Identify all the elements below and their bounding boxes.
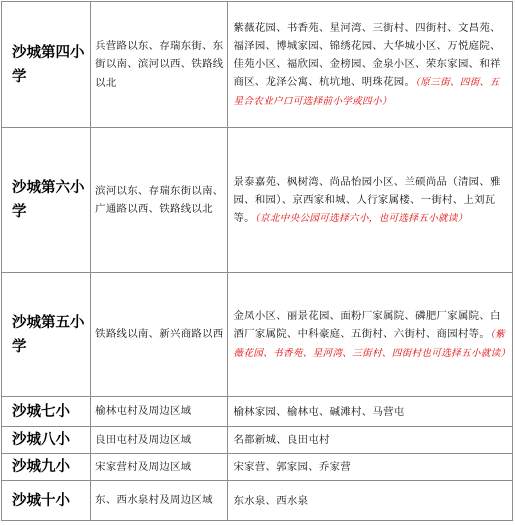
community-list-cell [228, 2, 513, 128]
community-list-cell: 宋家营、郭家园、乔家营 [228, 454, 513, 481]
school-name-cell: 沙城第五小学 [2, 273, 91, 397]
district-area-cell: 兵营路以东、存瑞东街、东街以南、滨河以西、铁路线以北 [91, 2, 228, 128]
district-area-cell: 滨河以东、存瑞东街以南、广通路以西、铁路线以北 [91, 128, 228, 273]
community-list-cell [228, 128, 513, 273]
community-list: 金凤小区、丽景花园、面粉厂家属院、磷肥厂家属院、白酒厂家属院、中科豪庭、五街村、六街村、商园村等。 [233, 309, 501, 340]
community-list-cell [228, 273, 513, 397]
school-name-cell: 沙城九小 [2, 454, 91, 481]
district-area-cell: 榆林屯村及周边区域 [91, 397, 228, 427]
district-note: （紫薇花园、书香苑、星河湾、三街村、四街村也可选择五小就读） [233, 328, 511, 359]
table-row [2, 454, 513, 481]
district-area-cell: 东、西水泉村及周边区域 [91, 481, 228, 521]
table-row [2, 128, 513, 273]
district-area-cell: 宋家营村及周边区域 [91, 454, 228, 481]
table-row [2, 273, 513, 397]
school-name-cell: 沙城第四小学 [2, 2, 91, 128]
table-row [2, 427, 513, 454]
community-list-cell: 榆林家园、榆林屯、碱滩村、马营屯 [228, 397, 513, 427]
district-area-cell: 铁路线以南、新兴商路以西 [91, 273, 228, 397]
table-row [2, 2, 513, 128]
district-area-cell: 良田屯村及周边区域 [91, 427, 228, 454]
school-name-cell: 沙城八小 [2, 427, 91, 454]
community-list-cell: 名都新城、良田屯村 [228, 427, 513, 454]
table-row [2, 397, 513, 427]
school-name-cell: 沙城十小 [2, 481, 91, 521]
school-district-table [1, 1, 513, 521]
community-list: 紫薇花园、书香苑、星河湾、三街村、四街村、文昌苑、福泽园、博城家园、锦绣花园、大华城小区、万悦庭院、佳苑小区、福欣园、金榜园、金泉小区、荣东家园、和祥商区、龙泽公寓、杭坑地、明珠花园。 [233, 21, 501, 88]
community-list: 景泰嘉苑、枫树湾、尚品怡园小区、兰硕尚品（清园、雅园、和园）、京西家和城、人行家属楼、一街村、上刘瓦等。 [233, 175, 501, 224]
table-row [2, 481, 513, 521]
school-name-cell: 沙城第六小学 [2, 128, 91, 273]
school-name-cell: 沙城七小 [2, 397, 91, 427]
district-note: （原三街、四街、五星合农业户口可选择前小学或四小） [233, 76, 500, 107]
community-list-cell: 东水泉、西水泉 [228, 481, 513, 521]
district-note: （京北中央公园可选择六小，也可选择五小就读） [254, 212, 468, 224]
